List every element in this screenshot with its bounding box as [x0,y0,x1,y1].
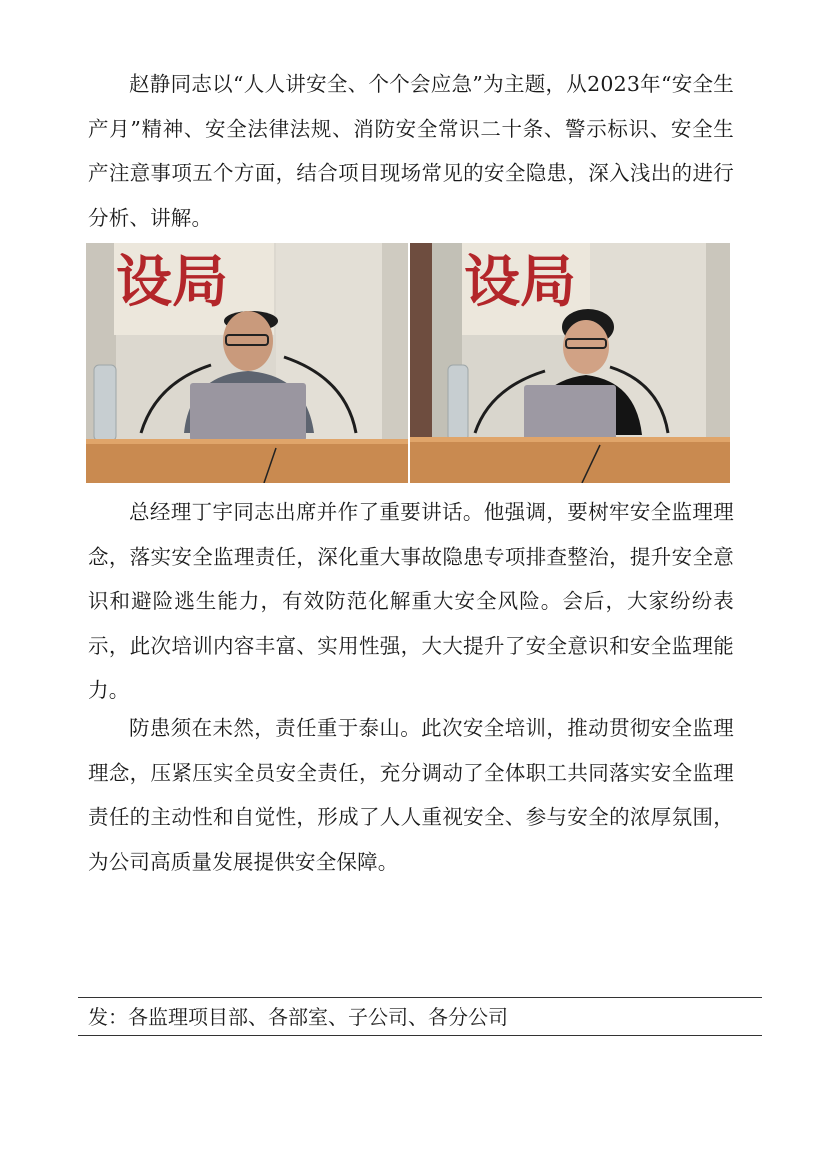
photo-speaker-female [410,243,730,483]
photo-speaker-male [86,243,408,483]
paragraph-intro: 赵静同志以“人人讲安全、个个会应急”为主题，从2023年“安全生产月”精神、安全法律法规、消防安全常识二十条、警示标识、安全生产注意事项五个方面，结合项目现场常见的安全隐患，深入浅出的进行分析、讲解。 [88,72,734,230]
svg-text:设局: 设局 [116,249,228,315]
svg-text:设局: 设局 [464,249,576,315]
paragraph-conclusion: 防患须在未然，责任重于泰山。此次安全培训，推动贯彻安全监理理念，压紧压实全员安全责任，充分调动了全体职工共同落实安全监理责任的主动性和自觉性，形成了人人重视安全、参与安全的浓厚氛围，为公司高质量发展提供安全保障。 [88,716,734,874]
footer-rule-top [78,997,762,998]
distribution-list: 发：各监理项目部、各部室、子公司、各分公司 [88,1005,508,1029]
paragraph-speech: 总经理丁宇同志出席并作了重要讲话。他强调，要树牢安全监理理念，落实安全监理责任，深化重大事故隐患专项排查整治，提升安全意识和避险逃生能力，有效防范化解重大安全风险。会后，大家纷纷表示，此次培训内容丰富、实用性强，大大提升了安全意识和安全监理能力。 [88,500,734,702]
footer-rule-bottom [78,1035,762,1036]
